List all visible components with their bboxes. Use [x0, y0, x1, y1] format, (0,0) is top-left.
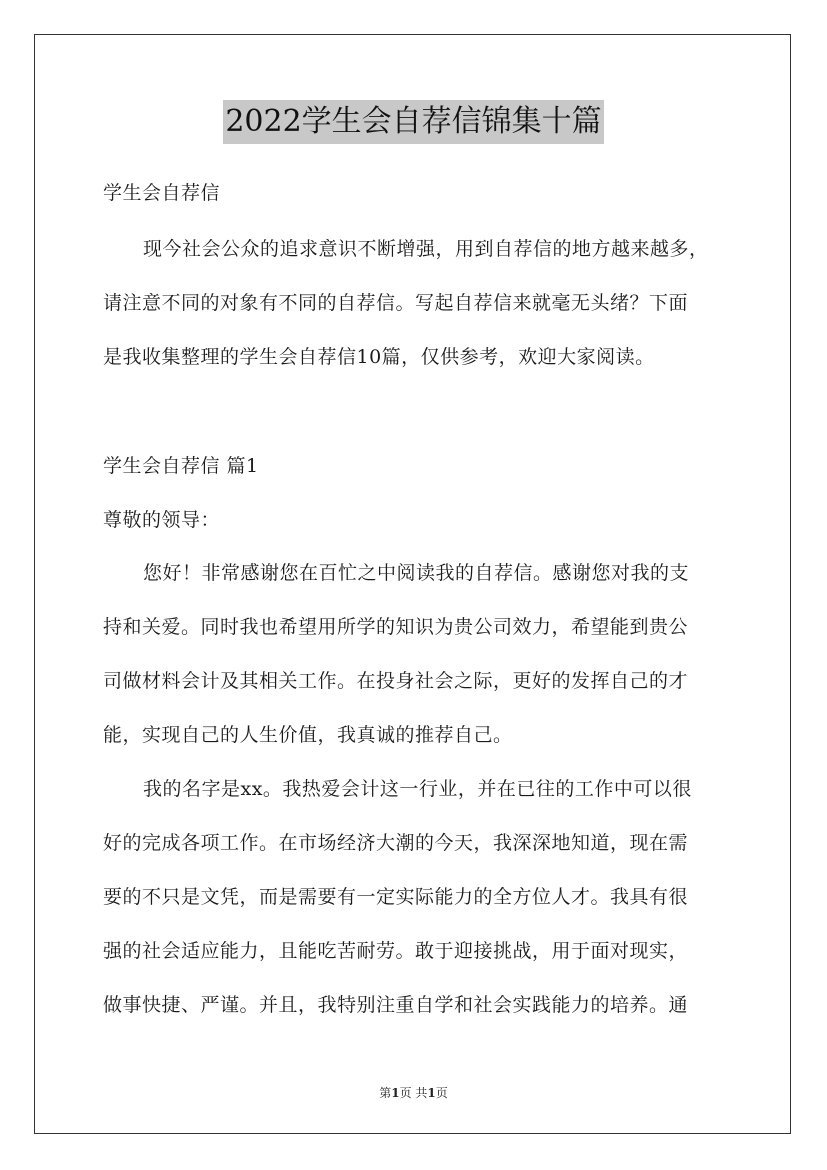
- footer-page-number: 1: [391, 1086, 400, 1100]
- footer-prefix: 第: [379, 1086, 392, 1100]
- paragraph-line: 要的不只是文凭，而是需要有一定实际能力的全方位人才。我具有很: [103, 886, 689, 908]
- paragraph-line: 能，实现自己的人生价值，我真诚的推荐自己。: [103, 724, 513, 746]
- paragraph-line: 您好！非常感谢您在百忙之中阅读我的自荐信。感谢您对我的支: [143, 562, 690, 584]
- footer-suffix: 页: [435, 1086, 448, 1100]
- footer-total-pages: 1: [427, 1086, 436, 1100]
- paragraph-line: 做事快捷、严谨。并且，我特别注重自学和社会实践能力的培养。通: [103, 994, 689, 1016]
- paragraph-line: 是我收集整理的学生会自荐信10篇，仅供参考，欢迎大家阅读。: [103, 346, 655, 368]
- section-heading: 学生会自荐信: [103, 182, 221, 204]
- page-footer: [0, 1085, 827, 1101]
- paragraph-line: 持和关爱。同时我也希望用所学的知识为贵公司效力，希望能到贵公: [103, 616, 689, 638]
- title-container: [0, 100, 827, 144]
- paragraph-line: 司做材料会计及其相关工作。在投身社会之际，更好的发挥自己的才: [103, 670, 689, 692]
- paragraph-line: 现今社会公众的追求意识不断增强，用到自荐信的地方越来越多，: [143, 238, 709, 260]
- salutation: 尊敬的领导：: [103, 509, 221, 531]
- paragraph-line: 好的完成各项工作。在市场经济大潮的今天，我深深地知道，现在需: [103, 832, 689, 854]
- paragraph-line: 我的名字是xx。我热爱会计这一行业，并在已往的工作中可以很: [143, 778, 692, 800]
- section-heading: 学生会自荐信 篇1: [103, 455, 259, 477]
- footer-mid: 页 共: [399, 1086, 428, 1100]
- paragraph-line: 请注意不同的对象有不同的自荐信。写起自荐信来就毫无头绪？下面: [103, 292, 689, 314]
- paragraph-line: 强的社会适应能力，且能吃苦耐劳。敢于迎接挑战，用于面对现实，: [103, 940, 689, 962]
- document-title: 2022学生会自荐信锦集十篇: [223, 100, 603, 144]
